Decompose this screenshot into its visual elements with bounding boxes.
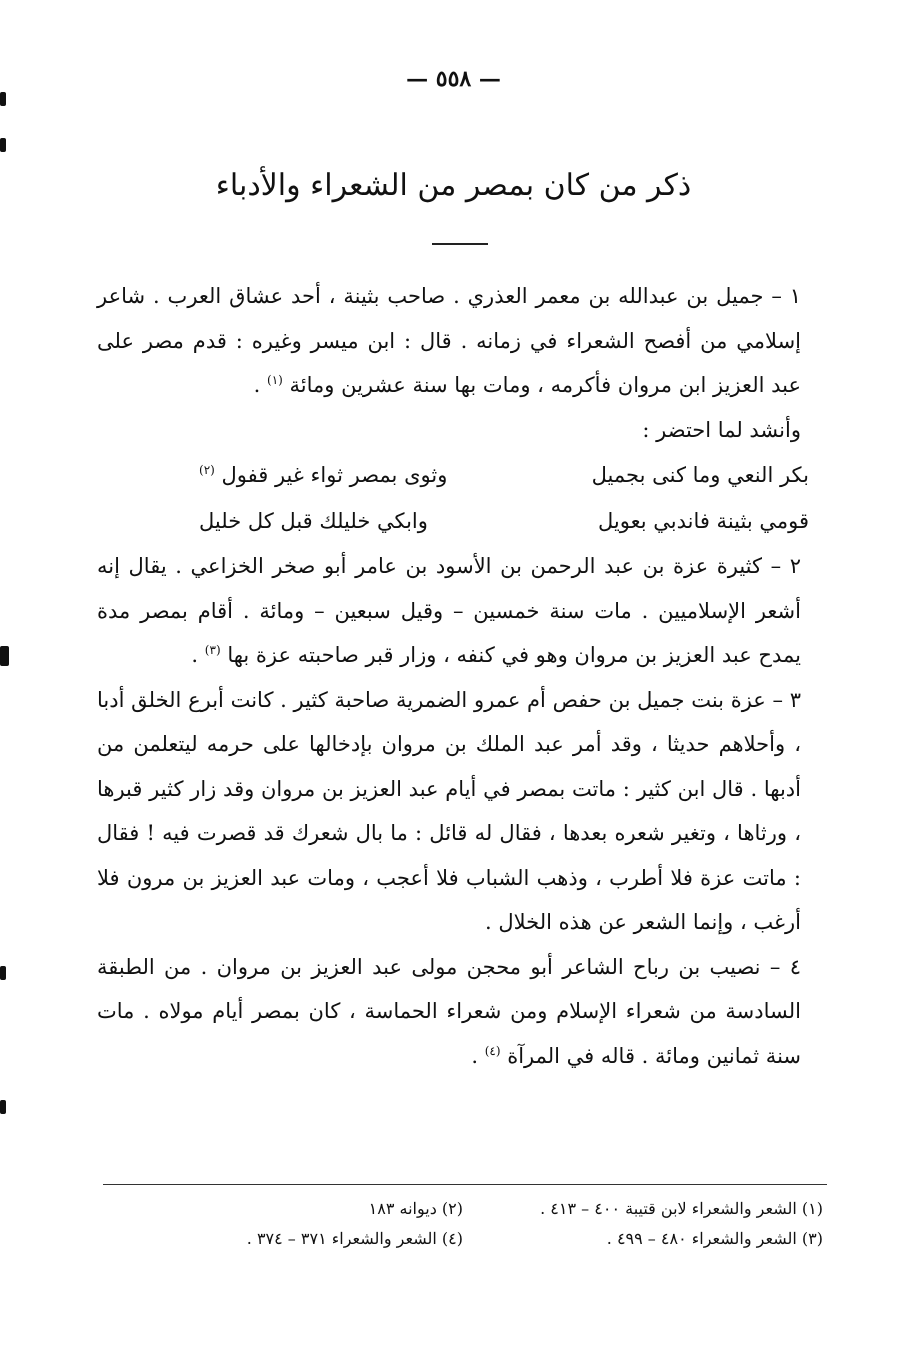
body-text [97, 274, 829, 1078]
entry-1-end: . [253, 373, 261, 397]
entry-4 [97, 945, 829, 1079]
entry-1-intro: وأنشد لما احتضر : [642, 417, 801, 442]
title-divider [432, 243, 488, 245]
chapter-title: ذكر من كان بمصر من الشعراء والأدباء [215, 168, 692, 203]
verse-2-left: وابكي خليلك قبل كل خليل [199, 509, 428, 533]
footnote-4: (٤) الشعر والشعراء ٣٧١ – ٣٧٤ . [246, 1229, 463, 1248]
footnote-row-2 [103, 1224, 823, 1254]
verse-line-2 [199, 498, 809, 544]
margin-scan-mark [0, 138, 6, 152]
footnote-3: (٣) الشعر والشعراء ٤٨٠ – ٤٩٩ . [606, 1229, 823, 1248]
margin-scan-mark [0, 92, 6, 106]
footnote-1: (١) الشعر والشعراء لابن قتيبة ٤٠٠ – ٤١٣ . [540, 1199, 823, 1218]
footnote-ref-4: (٤) [484, 1043, 501, 1058]
entry-4-text: ٤ – نصيب بن رباح الشاعر أبو محجن مولى عبد العزيز بن مروان . من الطبقة السادسة من شعراء الإسلام ومن شعراء الحماسة ، كان بمصر أيام مولاه . مات سنة ثمانين ومائة . قاله في المرآة [97, 954, 801, 1068]
footnote-ref-2: (٢) [199, 463, 215, 477]
margin-scan-mark [0, 1100, 6, 1114]
margin-scan-mark [0, 966, 6, 980]
entry-2 [97, 544, 829, 678]
entry-3: ٣ – عزة بنت جميل بن حفص أم عمرو الضمرية صاحبة كثير . كانت أبرع الخلق أدبا ، وأحلاهم حديثا ، وقد أمر عبد الملك بن مروان بإدخالها على حرمه ليتعلمن من أدبها . قال ابن كثير : ماتت بمصر في أيام عبد العزيز بن مروان وقد زار كثير قبرها ، ورثاها ، وتغير شعره بعدها ، فقال له قائل : ما بال شعرك قد قصرت فيه ! فقال : ماتت عزة فلا أطرب ، وذهب الشباب فلا أعجب ، ومات عبد العزيز بن مرون فلا أرغب ، وإنما الشعر عن هذه الخلال . [97, 687, 801, 934]
page-number: — ٥٥٨ — [406, 66, 501, 92]
entry-2-end: . [191, 643, 199, 667]
entry-1-text: ١ – جميل بن عبدالله بن معمر العذري . صاحب بثينة ، أحد عشاق العرب . شاعر إسلامي من أفصح الشعراء في زمانه . قال : ابن ميسر وغيره : قدم مصر على عبد العزيز ابن مروان فأكرمه ، ومات بها سنة عشرين ومائة [97, 284, 801, 397]
footnote-ref-3: (٣) [204, 643, 221, 657]
entry-4-end: . [471, 1043, 478, 1068]
footnotes [103, 1194, 823, 1254]
verse-2-right: قومي بثينة فاندبي بعويل [597, 509, 809, 533]
verse-line-1 [199, 452, 809, 498]
footnote-divider [103, 1184, 827, 1185]
footnote-row-1 [103, 1194, 823, 1224]
verse-1-left-wrap [199, 452, 447, 498]
verse-1-right: بكر النعي وما كنى بجميل [591, 463, 809, 487]
entry-2-text: ٢ – كثيرة عزة بن عبد الرحمن بن الأسود بن عامر أبو صخر الخزاعي . يقال إنه أشعر الإسلاميين . مات سنة خمسين – وقيل سبعين – ومائة . أقام بمصر مدة يمدح عبد العزيز بن مروان وهو في كنفه ، وزار قبر صاحبته عزة بها [97, 554, 801, 667]
footnote-2: (٢) ديوانه ١٨٣ [368, 1199, 463, 1218]
entry-1 [97, 274, 829, 408]
margin-scan-mark [0, 646, 9, 666]
verse-1-left: وثوى بمصر ثواء غير قفول [221, 463, 448, 487]
footnote-ref-1: (١) [267, 373, 283, 387]
